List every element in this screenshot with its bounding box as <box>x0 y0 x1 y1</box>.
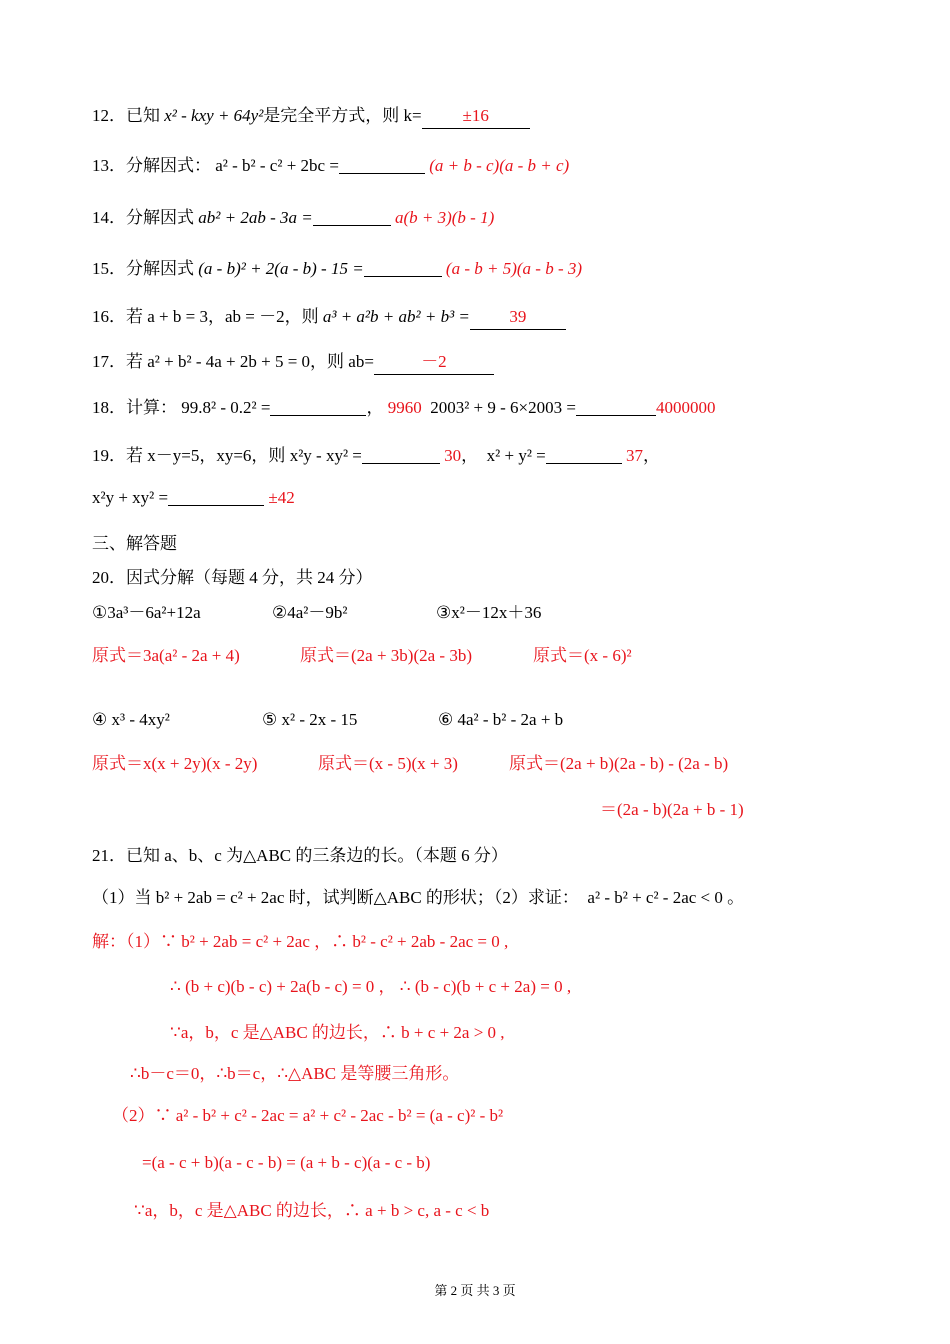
q16-answer: 39 <box>509 307 527 326</box>
question-16: 16．若 a + b = 3，ab = －2，则 a³ + a²b + ab² + b³ = 39 <box>92 305 566 330</box>
q19-answer-3: ±42 <box>268 488 295 507</box>
q21-solution-step-5: （2）∵ a² - b² + c² - 2ac = a² + c² - 2ac - b² = (a - c)² - b² <box>112 1106 504 1125</box>
q18-answer-1: 9960 <box>387 398 422 417</box>
q20-answer-2: 原式＝(2a + 3b)(2a - 3b) <box>300 646 472 665</box>
q20-answer-6: 原式＝(2a + b)(2a - b) - (2a - b) <box>509 754 729 773</box>
q18-expression-2: 2003² + 9 - 6×2003 = <box>430 398 576 417</box>
section-heading: 三、解答题 <box>92 534 177 553</box>
q21-solution-step-6: =(a - c + b)(a - c - b) = (a + b - c)(a - c - b) <box>142 1153 431 1172</box>
q20-problem-4: ④ x³ - 4xy² <box>92 710 170 729</box>
q17-expression: a² + b² - 4a + 2b + 5 = 0 <box>147 352 311 371</box>
q21-solution-step-7: ∵a，b，c 是△ABC 的边长，∴ a + b > c, a - c < b <box>134 1201 490 1220</box>
q19-answer-2: 37 <box>626 446 644 465</box>
question-21-parts: （1）当 b² + 2ab = c² + 2ac 时，试判断△ABC 的形状；（2）求证： a² - b² + c² - 2ac < 0 。 <box>92 888 745 907</box>
q20-problem-3: ③x²－12x＋36 <box>436 603 542 622</box>
q18-answer-2: 4000000 <box>655 398 716 417</box>
q14-answer: a(b + 3)(b - 1) <box>394 208 495 227</box>
q17-answer: －2 <box>421 352 447 371</box>
q20-problem-2: ②4a²－9b² <box>272 603 348 622</box>
question-21-title: 21．已知 a、b、c 为△ABC 的三条边的长。（本题 6 分） <box>92 846 508 865</box>
q20-problem-5: ⑤ x² - 2x - 15 <box>262 710 358 729</box>
q21-solution-step-4: ∴b－c＝0，∴b＝c，∴△ABC 是等腰三角形。 <box>130 1064 460 1083</box>
q15-answer: (a - b + 5)(a - b - 3) <box>445 259 583 278</box>
question-14: 14．分解因式 ab² + 2ab - 3a = a(b + 3)(b - 1) <box>92 208 495 227</box>
q20-answer-1: 原式＝3a(a² - 2a + 4) <box>92 646 240 665</box>
q20-answer-3: 原式＝(x - 6)² <box>533 646 632 665</box>
q13-expression: a² - b² - c² + 2bc = <box>215 156 339 175</box>
question-18: 18．计算： 99.8² - 0.2² = ， 9960 2003² + 9 - 6×2003 = 4000000 <box>92 398 716 417</box>
q21-solution-step-1: 解：（1）∵ b² + 2ab = c² + 2ac ，∴ b² - c² + 2ab - 2ac = 0 , <box>92 932 509 951</box>
q20-problem-1: ①3a³－6a²+12a <box>92 603 201 622</box>
q16-expression: a³ + a²b + ab² + b³ = <box>322 307 470 326</box>
q15-expression: (a - b)² + 2(a - b) - 15 = <box>198 259 364 278</box>
q19-expression-1: x²y - xy² = <box>289 446 362 465</box>
page-footer: 第 2 页 共 3 页 <box>434 1283 516 1298</box>
q19-expression-3: x²y + xy² = <box>92 488 169 507</box>
q12-answer: ±16 <box>462 106 489 125</box>
question-19: 19．若 x－y=5，xy=6，则 x²y - xy² = 30， x² + y² = 37， <box>92 446 661 465</box>
question-12: 12．已知 x² - kxy + 64y²是完全平方式，则 k= ±16 <box>92 104 530 129</box>
question-13: 13．分解因式： a² - b² - c² + 2bc = (a + b - c)(a - b + c) <box>92 156 570 175</box>
question-20-title: 20．因式分解（每题 4 分，共 24 分） <box>92 568 373 587</box>
q14-expression: ab² + 2ab - 3a = <box>198 208 313 227</box>
question-17: 17．若 a² + b² - 4a + 2b + 5 = 0，则 ab= －2 <box>92 350 494 375</box>
q19-answer-1: 30 <box>444 446 462 465</box>
q20-problem-6: ⑥ 4a² - b² - 2a + b <box>438 710 564 729</box>
q13-answer: (a + b - c)(a - b + c) <box>429 156 570 175</box>
question-15: 15．分解因式 (a - b)² + 2(a - b) - 15 = (a - b + 5)(a - b - 3) <box>92 259 583 278</box>
q12-expression: x² - kxy + 64y² <box>164 106 264 125</box>
q21-solution-step-2: ∴ (b + c)(b - c) + 2a(b - c) = 0 ， ∴ (b - c)(b + c + 2a) = 0 , <box>170 977 572 996</box>
q19-expression-2: x² + y² = <box>486 446 546 465</box>
question-19-line-2 <box>92 486 295 510</box>
q20-answer-6-continued: ＝(2a - b)(2a + b - 1) <box>600 800 744 819</box>
q20-answer-4: 原式＝x(x + 2y)(x - 2y) <box>92 754 258 773</box>
q18-expression-1: 99.8² - 0.2² = <box>181 398 271 417</box>
q21-solution-step-3: ∵a，b，c 是△ABC 的边长，∴ b + c + 2a > 0 , <box>170 1023 505 1042</box>
q20-answer-5: 原式＝(x - 5)(x + 3) <box>318 754 458 773</box>
